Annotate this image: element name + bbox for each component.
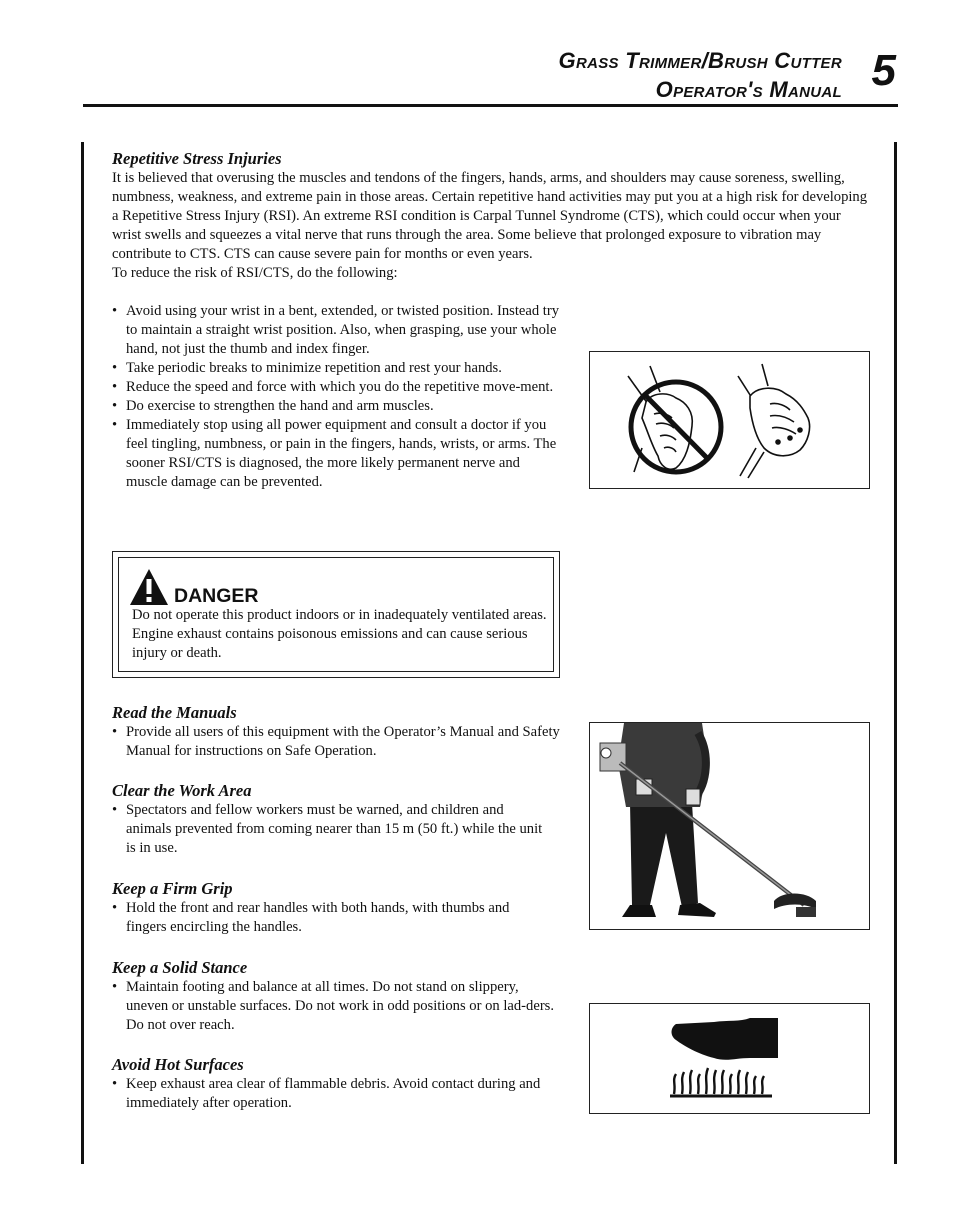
section-bullet: • Hold the front and rear handles with both hands, with thumbs and fingers encircling the handles. bbox=[112, 899, 552, 937]
danger-text: Do not operate this product indoors or in inadequately ventilated areas. Engine exhaust contains poisonous emissions and can cause serious injury or death. bbox=[132, 607, 547, 661]
section-bullet: • Maintain footing and balance at all times. Do not stand on slippery, uneven or unstable surfaces. Do not work in odd positions or on lad-ders. Do not over reach. bbox=[112, 978, 562, 1035]
operator-illustration-svg bbox=[590, 723, 869, 929]
section-title: Read the Manuals bbox=[112, 703, 237, 722]
danger-label: DANGER bbox=[174, 585, 259, 607]
section-title: Keep a Solid Stance bbox=[112, 958, 248, 977]
hot-surface-symbol bbox=[589, 1003, 870, 1114]
manual-title-line1: Grass Trimmer/Brush Cutter bbox=[558, 48, 842, 73]
section-title: Clear the Work Area bbox=[112, 781, 252, 800]
danger-box bbox=[112, 551, 560, 678]
section-title: Avoid Hot Surfaces bbox=[112, 1055, 244, 1074]
right-margin-rule bbox=[894, 142, 897, 1164]
manual-title-line2: Operator's Manual bbox=[655, 77, 842, 102]
rsi-title: Repetitive Stress Injuries bbox=[112, 149, 282, 168]
rsi-bullet: • Reduce the speed and force with which you do the repetitive move-ment. bbox=[112, 378, 562, 397]
header-rule bbox=[83, 104, 898, 107]
danger-header bbox=[129, 568, 259, 606]
rsi-section bbox=[112, 148, 872, 283]
section-bullet: • Provide all users of this equipment with the Operator’s Manual and Safety Manual for instructions on Safe Operation. bbox=[112, 723, 562, 761]
hot-surface-icon bbox=[590, 1004, 869, 1113]
rsi-bullet: • Do exercise to strengthen the hand and arm muscles. bbox=[112, 397, 562, 416]
warning-triangle-icon bbox=[129, 568, 169, 606]
rsi-intro: To reduce the risk of RSI/CTS, do the following: bbox=[112, 265, 398, 281]
section-firm-grip bbox=[112, 878, 552, 937]
section-read-manuals bbox=[112, 702, 562, 761]
wrist-illustration-svg bbox=[590, 352, 869, 488]
section-bullet: • Keep exhaust area clear of flammable debris. Avoid contact during and immediately after operation. bbox=[112, 1075, 552, 1113]
danger-box-inner bbox=[118, 557, 554, 672]
section-title: Keep a Firm Grip bbox=[112, 879, 233, 898]
section-solid-stance bbox=[112, 957, 562, 1035]
rsi-bullet-list bbox=[112, 302, 562, 492]
operator-photo bbox=[589, 722, 870, 930]
section-clear-work-area bbox=[112, 780, 552, 858]
rsi-bullet: • Immediately stop using all power equipment and consult a doctor if you feel tingling, numbness, or pain in the fingers, hands, wrists, or arms. The sooner RSI/CTS is diagnosed, the more likely permanent nerve and muscle damage can be prevented. bbox=[112, 416, 562, 492]
section-hot-surfaces bbox=[112, 1054, 552, 1113]
left-margin-rule bbox=[81, 142, 84, 1164]
section-bullet: • Spectators and fellow workers must be warned, and children and animals prevented from coming nearer than 15 m (50 ft.) while the unit is in use. bbox=[112, 801, 552, 858]
wrist-position-illustration bbox=[589, 351, 870, 489]
rsi-bullet: • Avoid using your wrist in a bent, extended, or twisted position. Instead try to maintain a straight wrist position. Also, when grasping, use your whole hand, not just the thumb and index finger. bbox=[112, 302, 562, 359]
page-number: 5 bbox=[871, 46, 896, 95]
rsi-bullet: • Take periodic breaks to minimize repetition and rest your hands. bbox=[112, 359, 562, 378]
manual-title bbox=[559, 46, 842, 104]
rsi-body: It is believed that overusing the muscles and tendons of the fingers, hands, arms, and shoulders may cause soreness, swelling, numbness, weakness, and extreme pain in those areas. Certain repetitive hand activities may put you at a high risk for developing a Repetitive Stress Injury (RSI). An extreme RSI condition is Carpal Tunnel Syndrome (CTS), which could occur when your wrist swells and squeezes a vital nerve that runs through the area. Some believe that prolonged exposure to vibration may contribute to CTS. CTS can cause severe pain for months or even years. bbox=[112, 170, 868, 262]
